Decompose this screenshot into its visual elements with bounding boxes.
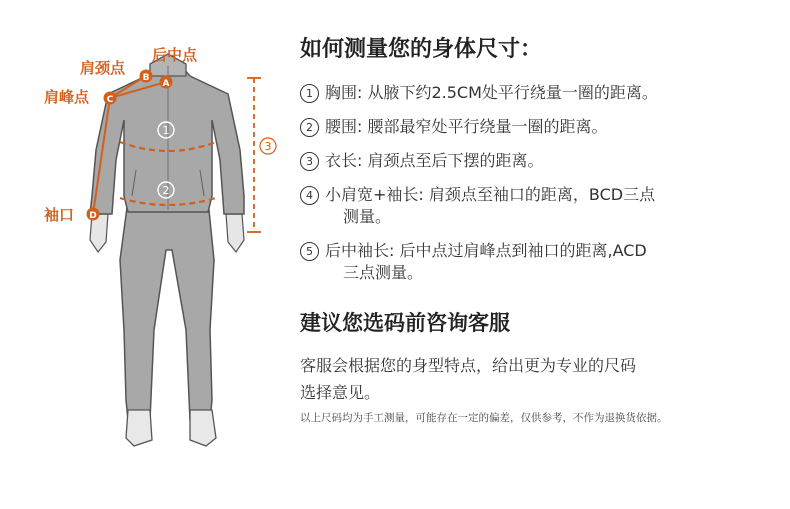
chest-number: 1 [162,124,170,137]
length-number: 3 [264,140,272,153]
step-chest [300,82,780,104]
step-text-waist: 腰围: 腰部最窄处平行绕量一圈的距离。 [325,117,608,136]
pants [120,200,214,420]
step-number-4: 4 [300,186,319,205]
point-b-letter: B [142,73,150,83]
step-text-back-sleeve-line1: 后中袖长: 后中点过肩峰点到袖口的距离,ACD [325,241,647,260]
right-hand [226,214,244,252]
waist-number: 2 [162,184,170,197]
step-number-3: 3 [300,152,319,171]
step-text-back-sleeve-line2: 三点测量。 [343,263,424,282]
step-text-shoulder-sleeve [325,184,780,228]
step-text-back-sleeve [325,240,780,284]
step-text-shoulder-sleeve-line2: 测量。 [343,207,392,226]
label-jian-feng-dian: 肩峰点 [44,88,90,106]
left-shoe [126,410,152,446]
step-number-5: 5 [300,242,319,261]
advice-line-1: 客服会根据您的身型特点，给出更为专业的尺码 [300,356,637,375]
right-shoe [190,410,216,446]
step-text-length: 衣长: 肩颈点至后下摆的距离。 [325,151,544,170]
advice-title: 建议您选码前咨询客服 [300,311,510,335]
body-measurement-figure [0,0,290,509]
disclaimer-note: 以上尺码均为手工测量，可能存在一定的偏差，仅供参考，不作为退换货依据。 [300,412,668,424]
label-jian-jing-dian: 肩颈点 [80,59,126,77]
label-hou-zhong-dian: 后中点 [152,46,198,64]
step-back-sleeve [300,240,780,284]
guide-title: 如何测量您的身体尺寸： [300,37,543,62]
person-illustration [0,0,290,509]
advice-line-2: 选择意见。 [300,383,381,402]
step-text-shoulder-sleeve-line1: 小肩宽+袖长: 肩颈点至袖口的距离，BCD三点 [325,185,656,204]
label-xiu-kou: 袖口 [44,206,75,224]
step-text-chest: 胸围: 从腋下约2.5CM处平行绕量一圈的距离。 [325,83,658,102]
measurement-guide [300,36,780,426]
step-shoulder-sleeve [300,184,780,228]
step-length [300,150,780,172]
point-a-letter: A [162,79,170,89]
point-d-letter: D [89,211,97,221]
step-number-1: 1 [300,84,319,103]
step-waist [300,116,780,138]
point-c-letter: C [106,95,114,105]
step-number-2: 2 [300,118,319,137]
